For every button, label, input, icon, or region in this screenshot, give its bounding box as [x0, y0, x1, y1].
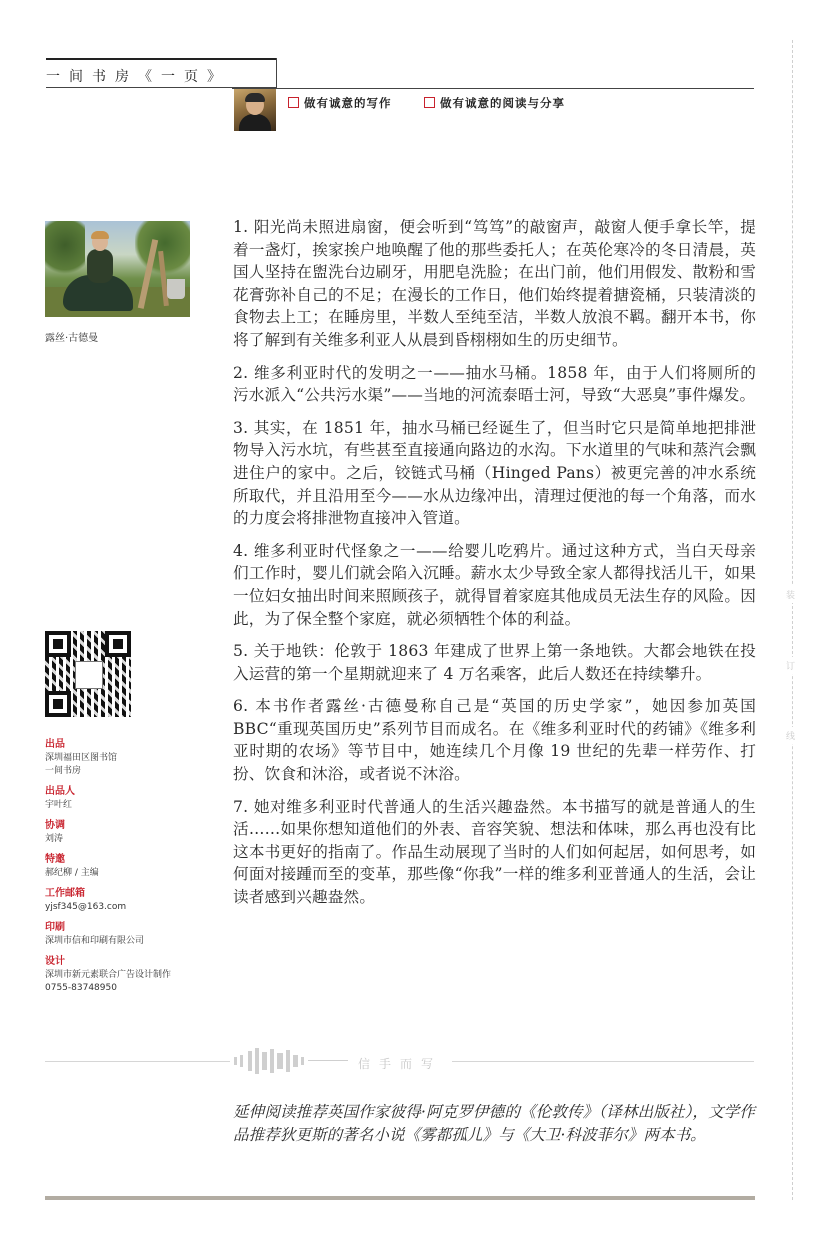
photo-caption: 露丝·古德曼 — [45, 333, 99, 344]
header-divider — [276, 58, 277, 89]
qr-logo — [75, 661, 103, 689]
credit-email: 工作邮箱 yjsf345@163.com — [45, 888, 127, 912]
paragraph-1: 1. 阳光尚未照进扇窗，便会听到“笃笃”的敲窗声，敲窗人便手拿长竿，提着一盏灯，挨家挨户地唤醒了他的那些委托人；在英伦寒冷的冬日清晨，英国人坚持在盥洗台边刷牙，用肥皂洗脸；在出门前，他们用假发、散粉和雪花膏弥补自己的不足；在漫长的工作日，他们始终提着搪瓷桶，只装清淡的食物去上工；在睡房里，半数人至纯至洁，半数人放浪不羁。翻开本书，你将了解到有关维多利亚人从晨到昏栩栩如生的历史细节。 — [233, 218, 756, 349]
paragraph-4: 4. 维多利亚时代怪象之一——给婴儿吃鸦片。通过这种方式，当白天母亲们工作时，婴儿们就会陷入沉睡。薪水太少导致全家人都得找活儿干，如果一位妇女抽出时间来照顾孩子，就得冒着家庭其他成员无法生存的风险。因此，为了保全整个家庭，就必须牺牲个体的利益。 — [233, 541, 756, 628]
separator-rule-left — [45, 1061, 230, 1062]
credits-list — [45, 738, 215, 1002]
author-avatar — [234, 89, 276, 131]
credit-special-guest: 特邀 郝纪柳 / 主编 — [45, 854, 99, 878]
header-top-rule — [46, 58, 277, 60]
binding-mark: 装 — [786, 586, 795, 603]
paragraph-7: 7. 她对维多利亚时代普通人的生活兴趣盎然。本书描写的就是普通人的生活……如果你想知道他们的外表、音容笑貌、想法和体味，那么再也没有比这本书更好的指南了。作品生动展现了当时的人们如何起居，如何思考，如何面对接踵而至的变革，那些像“你我”一样的维多利亚普通人的生活，会让读者感到兴趣盎然。 — [233, 797, 756, 907]
paragraph-6: 6. 本书作者露丝·古德曼称自己是“英国的历史学家”，她因参加英国 BBC“重现英国历史”系列节目而成名。在《维多利亚时代的药铺》《维多利亚时期的农场》等节目中，她连续几个月像 19 世纪的先辈一样劳作、打扮、饮食和沐浴，或者说不沐浴。 — [233, 697, 756, 784]
binding-mark: 订 — [786, 657, 795, 674]
binding-dashed-line — [792, 40, 793, 1200]
slogan-writing: 做有诚意的写作 — [288, 95, 392, 111]
credit-printer: 印刷 深圳市信和印刷有限公司 — [45, 922, 145, 946]
checkbox-icon — [424, 97, 435, 108]
separator-label: 信手而写 — [358, 1057, 443, 1071]
credit-producer: 出品 深圳福田区图书馆 一间书房 — [45, 739, 118, 776]
credit-design: 设计 深圳市新元素联合广告设计制作 0755-83748950 — [45, 956, 172, 993]
paragraph-2: 2. 维多利亚时代的发明之一——抽水马桶。1858 年，由于人们将厕所的污水派入“公共污水渠”——当地的河流泰晤士河，导致“大恶臭”事件爆发。 — [233, 363, 756, 405]
separator-rule-right — [452, 1061, 754, 1062]
publication-title: 一间书房《一页》 — [46, 69, 230, 85]
binding-mark: 线 — [786, 727, 795, 744]
article-body — [233, 216, 756, 919]
credit-coordinator: 协调 刘涛 — [45, 820, 65, 844]
paragraph-5: 5. 关于地铁：伦敦于 1863 年建成了世界上第一条地铁。大都会地铁在投入运营的第一个星期就迎来了 4 万名乘客，此后人数还在持续攀升。 — [233, 642, 756, 683]
author-photo — [45, 221, 190, 317]
paragraph-3: 3. 其实，在 1851 年，抽水马桶已经诞生了，但当时它只是简单地把排泄物导入污水坑，有些甚至直接通向路边的水沟。下水道里的气味和蒸汽会飘进住户的家中。之后，铰链式马桶（Hinged Pans）被更完善的冲水系统所取代，并且沿用至今——水从边缘冲出，清理过便池的每一个角落，而水的力度会将排泄物直接冲入管道。 — [233, 418, 756, 528]
extended-reading: 延伸阅读推荐英国作家彼得·阿克罗伊德的《伦敦传》（译林出版社），文学作品推荐狄更斯的著名小说《雾都孤儿》与《大卫·科波菲尔》两本书。 — [233, 1103, 755, 1144]
credit-publisher: 出品人 宇叶红 — [45, 786, 75, 810]
header-right-rule — [232, 88, 754, 89]
checkbox-icon — [288, 97, 299, 108]
qr-code — [45, 631, 131, 717]
slogan-reading: 做有诚意的阅读与分享 — [424, 95, 565, 111]
footer-bar — [45, 1196, 755, 1200]
separator-ornament — [234, 1047, 344, 1075]
